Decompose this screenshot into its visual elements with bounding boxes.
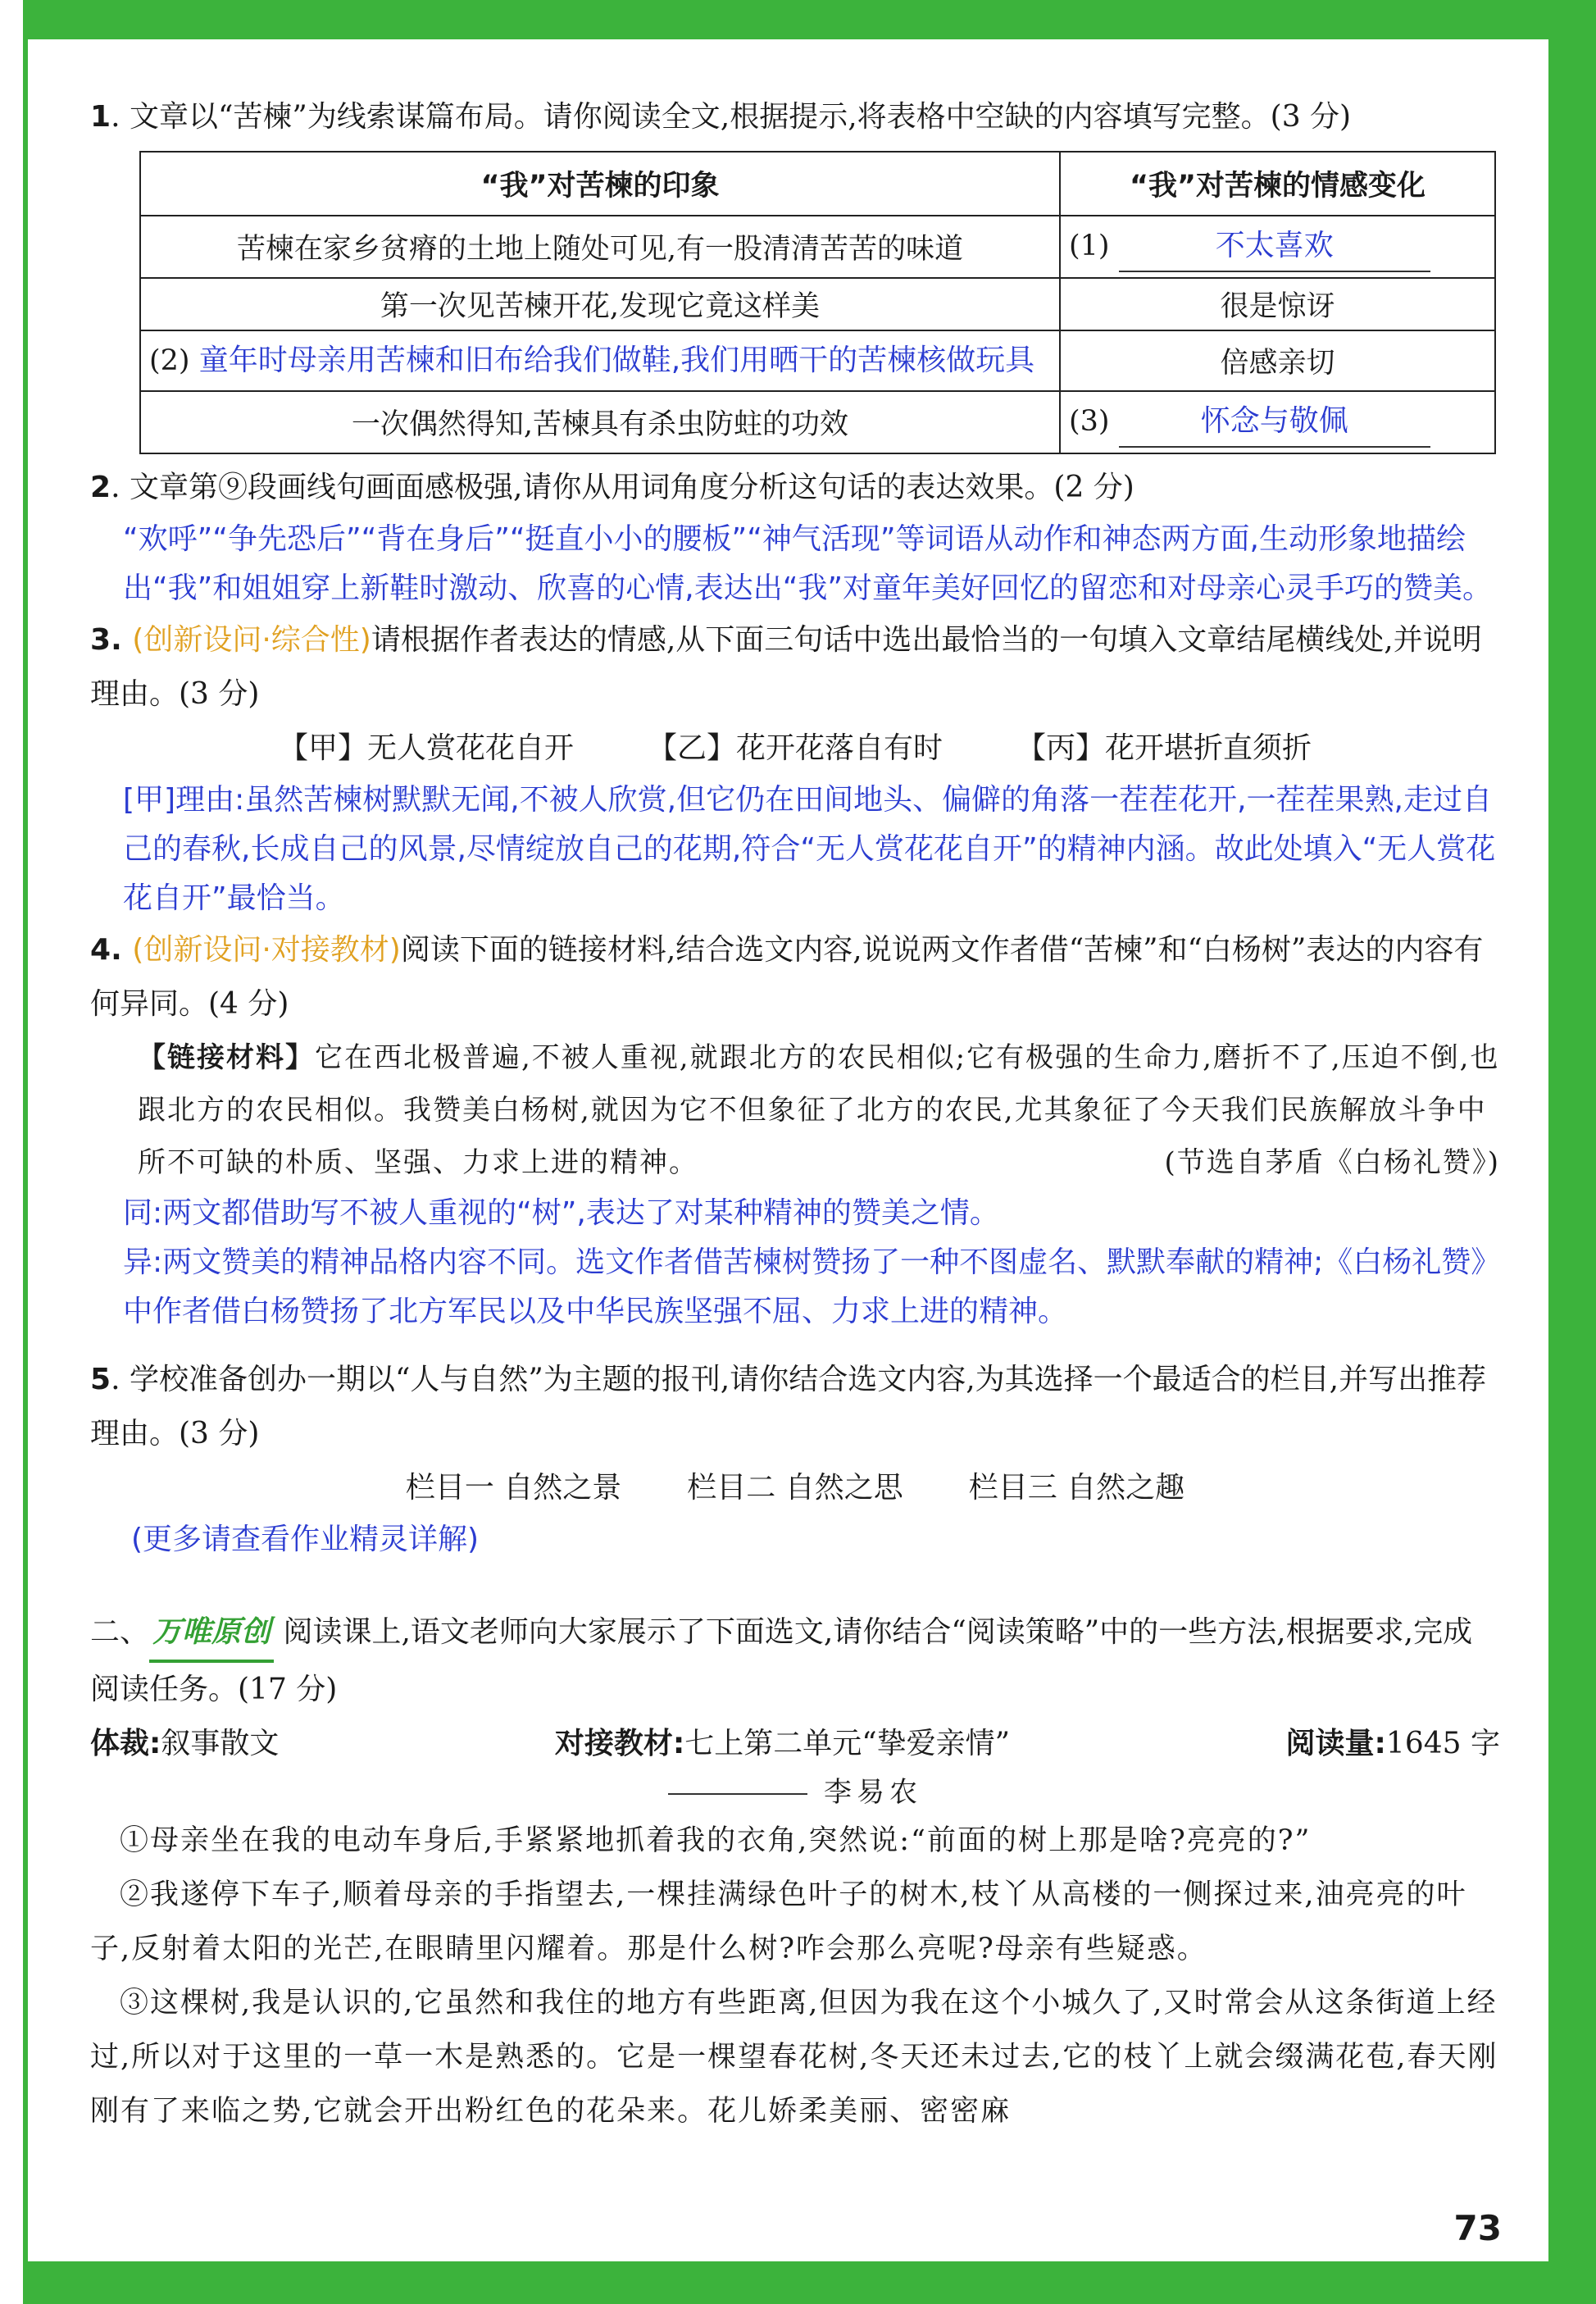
article-paragraph: ①母亲坐在我的电动车身后,手紧紧地抓着我的衣角,突然说:“前面的树上那是啥?亮亮的?”: [120, 1824, 1312, 1857]
table-header-row: [140, 152, 1495, 216]
question-number: 4: [90, 933, 111, 967]
green-border-right: [1548, 0, 1596, 2304]
green-border-top: [23, 0, 1596, 39]
table-header: “我”对苦楝的印象: [140, 152, 1060, 216]
author: 李易农: [824, 1776, 922, 1809]
answer-text: (更多请查看作业精灵详解): [131, 1523, 480, 1556]
answer-diff: 异:两文赞美的精神品格内容不同。选文作者借苦楝树赞扬了一种不图虚名、默默奉献的精神;《白杨礼赞》中作者借白杨赞扬了北方军民以及中华民族坚强不屈、力求上进的精神。: [123, 1245, 1486, 1328]
page-number: 73: [1453, 2208, 1502, 2248]
table-cell: [1060, 216, 1495, 278]
question-text: 请根据作者表达的情感,从下面三句话中选出最恰当的一句填入文章结尾横线处,并说明理由。(3 分): [90, 623, 1482, 711]
table-cell: 第一次见苦楝开花,发现它竟这样美: [140, 278, 1060, 330]
section-2-intro: [90, 1605, 1500, 1717]
column-option: 栏目三 自然之趣: [968, 1471, 1185, 1505]
section-text: 阅读课上,语文老师向大家展示了下面选文,请你结合“阅读策略”中的一些方法,根据要求,完成阅读任务。(17 分): [90, 1615, 1473, 1706]
section-prefix: 二、: [90, 1615, 150, 1649]
table-cell: [1060, 391, 1495, 453]
author-line: [90, 1771, 1500, 1814]
genre: [90, 1717, 279, 1771]
material-text: 它在西北极普遍,不被人重视,就跟北方的农民相似;它有极强的生命力,磨折不了,压迫不倒,也跟北方的农民相似。我赞美白杨树,就因为它不但象征了北方的农民,尤其象征了今天我们民族解放斗争中所不可缺的朴质、坚强、力求上进的精神。: [138, 1041, 1500, 1179]
table-cell: 苦楝在家乡贫瘠的土地上随处可见,有一股清清苦苦的味道: [140, 216, 1060, 278]
table-cell: 一次偶然得知,苦楝具有杀虫防蛀的功效: [140, 391, 1060, 453]
count-label: 阅读量:: [1285, 1727, 1386, 1760]
question-text: . 文章以“苦楝”为线索谋篇布局。请你阅读全文,根据提示,将表格中空缺的内容填写完整。(3 分): [111, 100, 1352, 134]
table-row: [140, 278, 1495, 330]
question-tag: (创新设问·综合性): [132, 623, 371, 657]
textbook-label: 对接教材:: [554, 1727, 685, 1760]
count-value: 1645 字: [1385, 1727, 1500, 1760]
question-2: [90, 461, 1500, 515]
meta-row: [90, 1717, 1500, 1771]
table-row: [140, 330, 1495, 391]
green-border-left: [23, 0, 28, 2304]
option: 【丙】花开堪折直须折: [1016, 731, 1312, 765]
article-paragraph: ②我遂停下车子,顺着母亲的手指望去,一棵挂满绿色叶子的树木,枝丫从高楼的一侧探过来,油亮亮的叶子,反射着太阳的光芒,在眼睛里闪耀着。那是什么树?咋会那么亮呢?母亲有些疑惑。: [90, 1878, 1467, 1965]
options-row: [90, 722, 1500, 776]
option: 【乙】花开花落自有时: [647, 731, 943, 765]
question-text: . 文章第⑨段画线句画面感极强,请你从用词角度分析这句话的表达效果。(2 分): [111, 471, 1134, 504]
reading-count: [1286, 1717, 1500, 1771]
brand-logo: 万唯原创: [149, 1605, 274, 1663]
table-row: [140, 216, 1495, 278]
genre-label: 体裁:: [90, 1727, 161, 1760]
answer-text: 不太喜欢: [1119, 221, 1430, 272]
answer-text: 童年时母亲用苦楝和旧布给我们做鞋,我们用晒干的苦楝核做玩具: [198, 344, 1035, 377]
textbook-value: 七上第二单元“挚爱亲情”: [684, 1727, 1011, 1760]
question-number: 2: [90, 471, 111, 504]
blank-label: (3): [1069, 405, 1110, 438]
blank-label: (2): [149, 344, 190, 377]
table-row: [140, 391, 1495, 453]
columns-row: [90, 1461, 1500, 1515]
column-option: 栏目二 自然之思: [687, 1471, 903, 1505]
link-material: [90, 1031, 1500, 1189]
table-header: “我”对苦楝的情感变化: [1060, 152, 1495, 216]
material-source: (节选自茅盾《白杨礼赞》): [1164, 1146, 1500, 1179]
option: 【甲】无人赏花花自开: [278, 731, 574, 765]
question-1: [90, 90, 1500, 144]
table-cell: 很是惊讶: [1060, 278, 1495, 330]
question-number: 3: [90, 623, 111, 657]
blank-label: (1): [1069, 230, 1110, 262]
table-cell: 倍感亲切: [1060, 330, 1495, 391]
impression-table: [139, 151, 1496, 454]
question-text: . 学校准备创办一期以“人与自然”为主题的报刊,请你结合选文内容,为其选择一个最适合的栏目,并写出推荐理由。(3 分): [90, 1363, 1487, 1450]
answer-text: [甲]理由:虽然苦楝树默默无闻,不被人欣赏,但它仍在田间地头、偏僻的角落一茬茬花开,一茬茬果熟,走过自己的春秋,长成自己的风景,尽情绽放自己的花期,符合“无人赏花花自开”的精神内涵。故此处填入“无人赏花花自开”最恰当。: [123, 783, 1496, 915]
question-tag: (创新设问·对接教材): [132, 933, 401, 967]
worksheet-content: [90, 90, 1500, 2138]
answer-text: “欢呼”“争先恐后”“背在身后”“挺直小小的腰板”“神气活现”等词语从动作和神态两方面,生动形象地描绘出“我”和姐姐穿上新鞋时激动、欣喜的心情,表达出“我”对童年美好回忆的留恋和对母亲心灵手巧的赞美。: [123, 522, 1493, 605]
genre-value: 叙事散文: [161, 1727, 280, 1760]
table-cell: [140, 330, 1060, 391]
question-number: 5: [90, 1363, 111, 1396]
title-blank: [668, 1793, 807, 1795]
material-label: 【链接材料】: [138, 1041, 315, 1074]
question-text: 阅读下面的链接材料,结合选文内容,说说两文作者借“苦楝”和“白杨树”表达的内容有何异同。(4 分): [90, 933, 1484, 1021]
question-number: 1: [90, 100, 111, 134]
textbook: [555, 1717, 1010, 1771]
green-border-bottom: [23, 2261, 1596, 2304]
question-3: 3. (创新设问·综合性)请根据作者表达的情感,从下面三句话中选出最恰当的一句填入文章结尾横线处,并说明理由。(3 分): [90, 623, 1482, 711]
question-5: [90, 1353, 1500, 1461]
answer-same: 同:两文都借助写不被人重视的“树”,表达了对某种精神的赞美之情。: [123, 1196, 999, 1230]
answer-text: 怀念与敬佩: [1119, 397, 1430, 448]
column-option: 栏目一 自然之景: [405, 1471, 622, 1505]
article-paragraph: ③这棵树,我是认识的,它虽然和我住的地方有些距离,但因为我在这个小城久了,又时常会从这条街道上经过,所以对于这里的一草一木是熟悉的。它是一棵望春花树,冬天还未过去,它的枝丫上就会缀满花苞,春天刚刚有了来临之势,它就会开出粉红色的花朵来。花儿娇柔美丽、密密麻: [90, 1987, 1498, 2128]
question-4: 4. (创新设问·对接教材)阅读下面的链接材料,结合选文内容,说说两文作者借“苦楝”和“白杨树”表达的内容有何异同。(4 分): [90, 933, 1484, 1021]
